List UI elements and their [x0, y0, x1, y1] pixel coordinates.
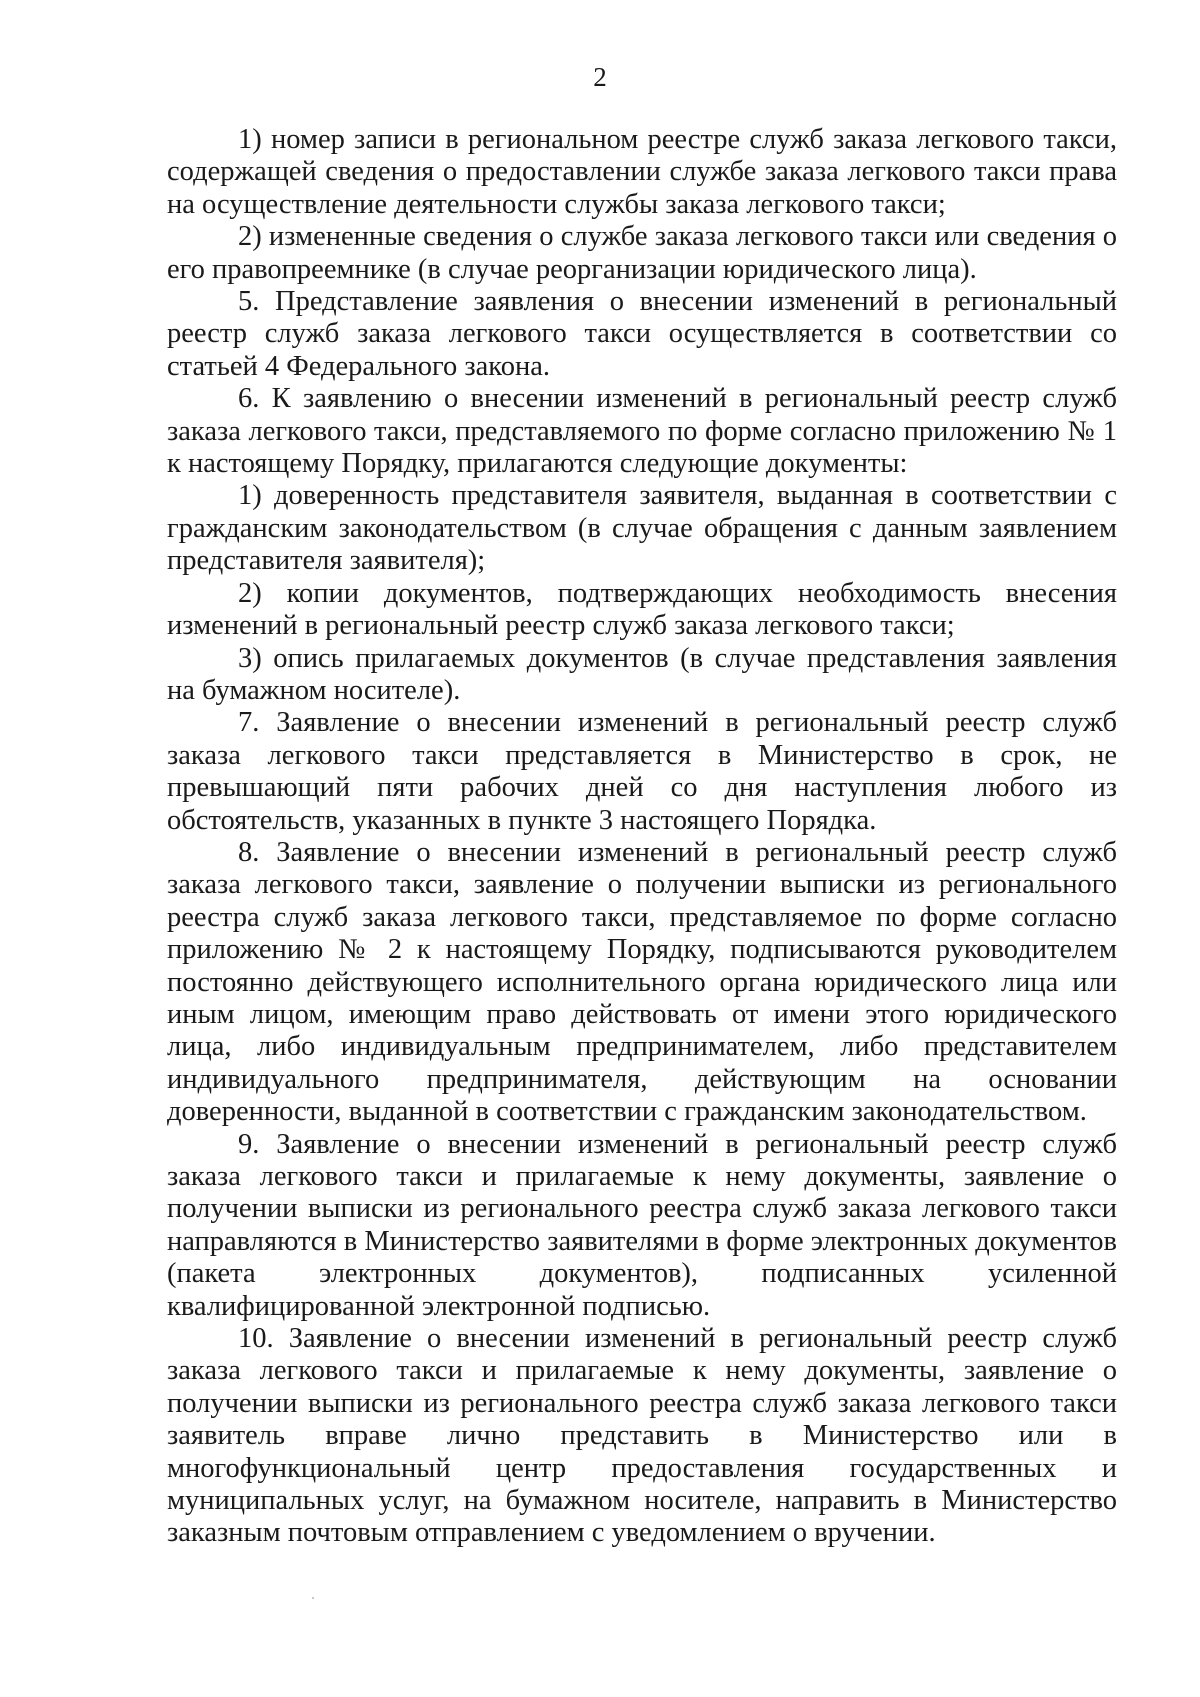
paragraph-clause-7: 7. Заявление о внесении изменений в региональный реестр служб заказа легкового такси представляется в Министерство в срок, не превышающий пяти рабочих дней со дня наступления любого из обстоятельств, указанных в пункте 3 настоящего Порядка. [167, 707, 1117, 836]
paragraph-clause-6-item-1: 1) доверенность представителя заявителя, выданная в соответствии с гражданским законодательством (в случае обращения с данным заявлением представителя заявителя); [167, 480, 1117, 577]
paragraph-clause-5: 5. Представление заявления о внесении изменений в региональный реестр служб заказа легкового такси осуществляется в соответствии со статьей 4 Федерального закона. [167, 286, 1117, 382]
paragraph-clause-10: 10. Заявление о внесении изменений в региональный реестр служб заказа легкового такси и прилагаемые к нему документы, заявление о получении выписки из регионального реестра служб заказа легкового такси заявитель вправе лично представить в Министерство или в многофункциональный центр предоставления государственных и муниципальных услуг, на бумажном носителе, направить в Министерство заказным почтовым отправлением с уведомлением о вручении. [167, 1323, 1117, 1549]
page-number: 2 [593, 62, 607, 92]
paragraph-clause-8: 8. Заявление о внесении изменений в региональный реестр служб заказа легкового такси, заявление о получении выписки из регионального реестра служб заказа легкового такси, представляемое по форме согласно приложению № 2 к настоящему Порядку, подписываются руководителем постоянно действующего исполнительного органа юридического лица или иным лицом, имеющим право действовать от имени этого юридического лица, либо индивидуальным предпринимателем, либо представителем индивидуального предпринимателя, действующим на основании доверенности, выданной в соответствии с гражданским законодательством. [167, 836, 1117, 1128]
scan-speck [312, 1597, 314, 1599]
document-body [167, 124, 1117, 1550]
paragraph-clause-6-item-2: 2) копии документов, подтверждающих необходимость внесения изменений в региональный реестр служб заказа легкового такси; [167, 577, 1117, 642]
paragraph-clause-9: 9. Заявление о внесении изменений в региональный реестр служб заказа легкового такси и прилагаемые к нему документы, заявление о получении выписки из регионального реестра служб заказа легкового такси направляются в Министерство заявителями в форме электронных документов (пакета электронных документов), подписанных усиленной квалифицированной электронной подписью. [167, 1128, 1117, 1322]
paragraph-item-2: 2) измененные сведения о службе заказа легкового такси или сведения о его правопреемнике (в случае реорганизации юридического лица). [167, 221, 1117, 285]
paragraph-clause-6: 6. К заявлению о внесении изменений в региональный реестр служб заказа легкового такси, представляемого по форме согласно приложению № 1 к настоящему Порядку, прилагаются следующие документы: [167, 383, 1117, 480]
paragraph-item-1: 1) номер записи в региональном реестре служб заказа легкового такси, содержащей сведения о предоставлении службе заказа легкового такси права на осуществление деятельности службы заказа легкового такси; [167, 124, 1117, 220]
paragraph-clause-6-item-3: 3) опись прилагаемых документов (в случае представления заявления на бумажном носителе). [167, 642, 1117, 706]
